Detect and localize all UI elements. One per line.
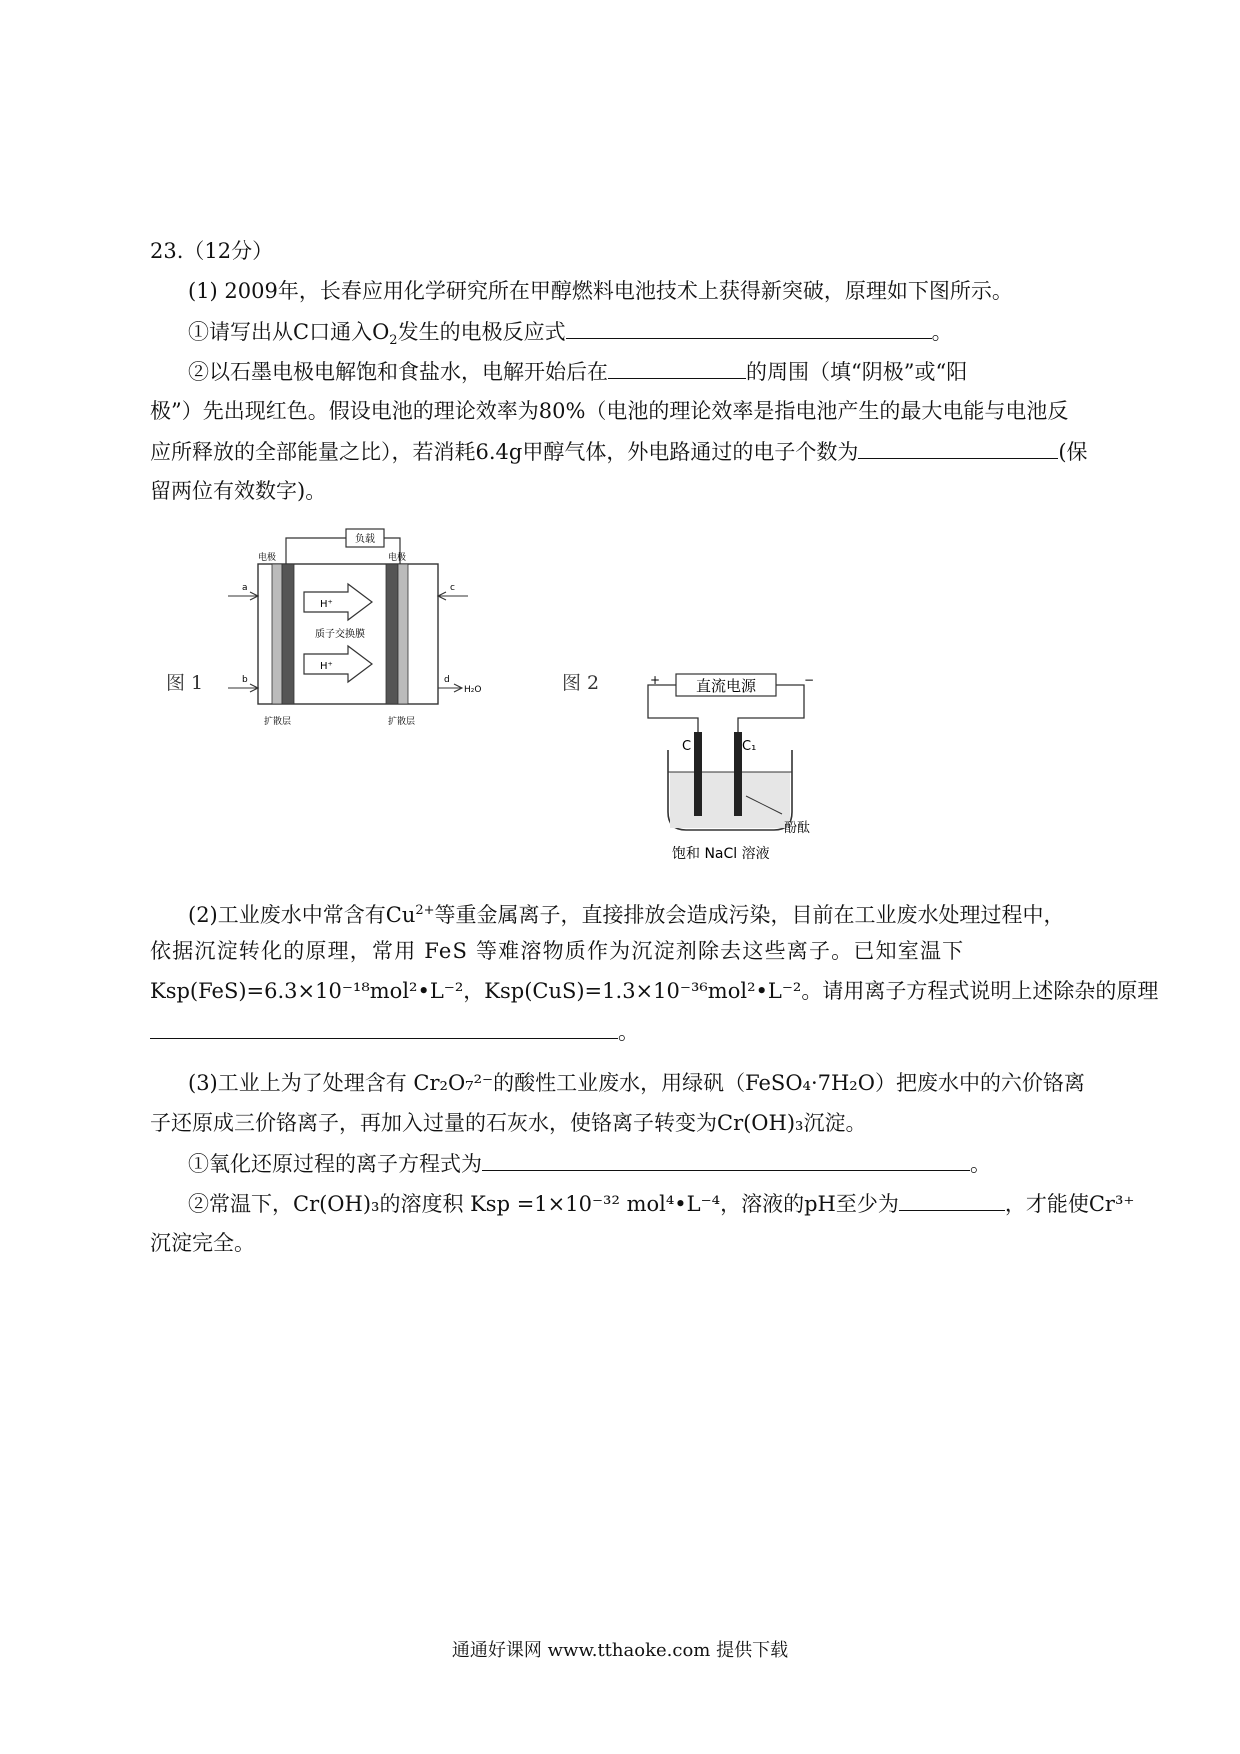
port-a-arrow [228, 592, 258, 600]
part3-question2 [188, 1188, 1134, 1219]
port-b-arrow [228, 684, 258, 692]
figure1-fuel-cell-diagram [228, 524, 493, 734]
answer-blank-6[interactable] [899, 1188, 1005, 1211]
q1-text-b: 发生的电极反应式 [397, 320, 566, 344]
answer-blank-3[interactable] [858, 436, 1058, 459]
q2-text-e: (保 [1058, 440, 1088, 464]
part1-question1 [188, 316, 953, 356]
figure1-label: 图 1 [166, 672, 204, 694]
port-d-arrow [438, 684, 462, 692]
diffusion-left-label: 扩散层 [264, 717, 292, 727]
carbon-electrode-left [694, 732, 702, 816]
p3-q2-text-a: ②常温下，Cr(OH)₃的溶度积 Ksp =1×10⁻³² mol⁴•L⁻⁴，溶液的pH至少为 [188, 1192, 899, 1216]
q1-text-a: ①请写出从C口通入O [188, 320, 390, 344]
port-b-label: b [242, 675, 248, 685]
p3-q1-end: 。 [970, 1152, 991, 1176]
figure2-electrolysis-diagram [642, 672, 862, 872]
h-plus-arrow-bottom [304, 646, 372, 682]
part3-question1 [188, 1148, 991, 1179]
carbon-electrode-right [734, 732, 742, 816]
membrane-label: 质子交换膜 [315, 629, 365, 640]
part3-line2: 子还原成三价铬离子，再加入过量的石灰水，使铬离子转变为Cr(OH)₃沉淀。 [150, 1111, 867, 1135]
electrode-left-label: 电极 [258, 553, 277, 563]
dc-power-label: 直流电源 [695, 677, 757, 695]
h-plus-top: H⁺ [320, 599, 333, 610]
p3-q2-text-b: ，才能使Cr³⁺ [1004, 1192, 1135, 1216]
minus-sign: − [804, 673, 815, 687]
h-plus-arrow-top [304, 584, 372, 620]
p3-q1-text: ①氧化还原过程的离子方程式为 [188, 1152, 482, 1176]
part2-line2: 依据沉淀转化的原理，常用 FeS 等难溶物质作为沉淀剂除去这些离子。已知室温下 [150, 939, 965, 963]
figure2-label: 图 2 [562, 672, 600, 694]
part1-question2-line4: 留两位有效数字)。 [150, 479, 327, 503]
right-diffusion-layer [398, 564, 408, 704]
part1-question2-line2: 极”）先出现红色。假设电池的理论效率为80%（电池的理论效率是指电池产生的最大电能与电池反 [150, 399, 1069, 423]
page-footer: 通通好课网 www.tthaoke.com 提供下载 [451, 1640, 789, 1661]
part2-line3: Ksp(FeS)=6.3×10⁻¹⁸mol²•L⁻²，Ksp(CuS)=1.3×10⁻³⁶mol²•L⁻²。请用离子方程式说明上述除杂的原理 [150, 979, 1159, 1003]
answer-blank-5[interactable] [482, 1148, 970, 1171]
right-electrode [386, 564, 398, 704]
p2-end: 。 [618, 1020, 639, 1044]
load-wire [286, 538, 400, 564]
q2-text-a: ②以石墨电极电解饱和食盐水，电解开始后在 [188, 360, 608, 384]
part2-line1 [188, 896, 1065, 930]
electrode-c-label: C [682, 739, 692, 754]
answer-blank-4[interactable] [150, 1016, 618, 1039]
part3-line1: (3)工业上为了处理含有 Cr₂O₇²⁻的酸性工业废水，用绿矾（FeSO₄·7H₂O）把废水中的六价铬离 [188, 1071, 1085, 1095]
solution [670, 772, 790, 828]
port-c-label: c [450, 583, 455, 593]
left-electrode [282, 564, 294, 704]
h2o-label: H₂O [464, 685, 482, 695]
p2-superscript: 2+ [415, 903, 435, 918]
phenolphthalein-label: 酚酞 [784, 821, 811, 836]
q1-subscript: 2 [389, 333, 398, 349]
p2-text-b: 等重金属离子，直接排放会造成污染，目前在工业废水处理过程中， [434, 903, 1065, 927]
q2-text-d: 应所释放的全部能量之比），若消耗6.4g甲醇气体，外电路通过的电子个数为 [150, 440, 859, 464]
load-label: 负载 [355, 534, 375, 545]
port-c-arrow [438, 592, 468, 600]
q1-end: 。 [931, 320, 953, 344]
plus-sign: + [650, 673, 661, 687]
answer-blank-1[interactable] [566, 316, 932, 339]
solution-label: 饱和 NaCl 溶液 [672, 846, 770, 862]
electrode-c1-label: C₁ [742, 739, 757, 754]
part1-intro: (1) 2009年，长春应用化学研究所在甲醇燃料电池技术上获得新突破，原理如下图所示。 [188, 279, 1013, 303]
port-d-label: d [444, 675, 450, 685]
left-diffusion-layer [272, 564, 282, 704]
q2-text-b: 的周围（填“阴极”或“阳 [746, 360, 968, 384]
port-a-label: a [242, 583, 248, 593]
part1-question2-line1 [188, 356, 967, 387]
part2-line4 [150, 1016, 639, 1047]
electrode-right-label: 电极 [388, 553, 407, 563]
diffusion-right-label: 扩散层 [388, 717, 416, 727]
part1-question2-line3 [150, 436, 1088, 467]
answer-blank-2[interactable] [608, 356, 746, 379]
p2-text-a: (2)工业废水中常含有Cu [188, 903, 416, 927]
h-plus-bottom: H⁺ [320, 661, 333, 672]
question-header: 23.（12分） [150, 239, 274, 263]
part3-question2-line2: 沉淀完全。 [150, 1231, 255, 1255]
